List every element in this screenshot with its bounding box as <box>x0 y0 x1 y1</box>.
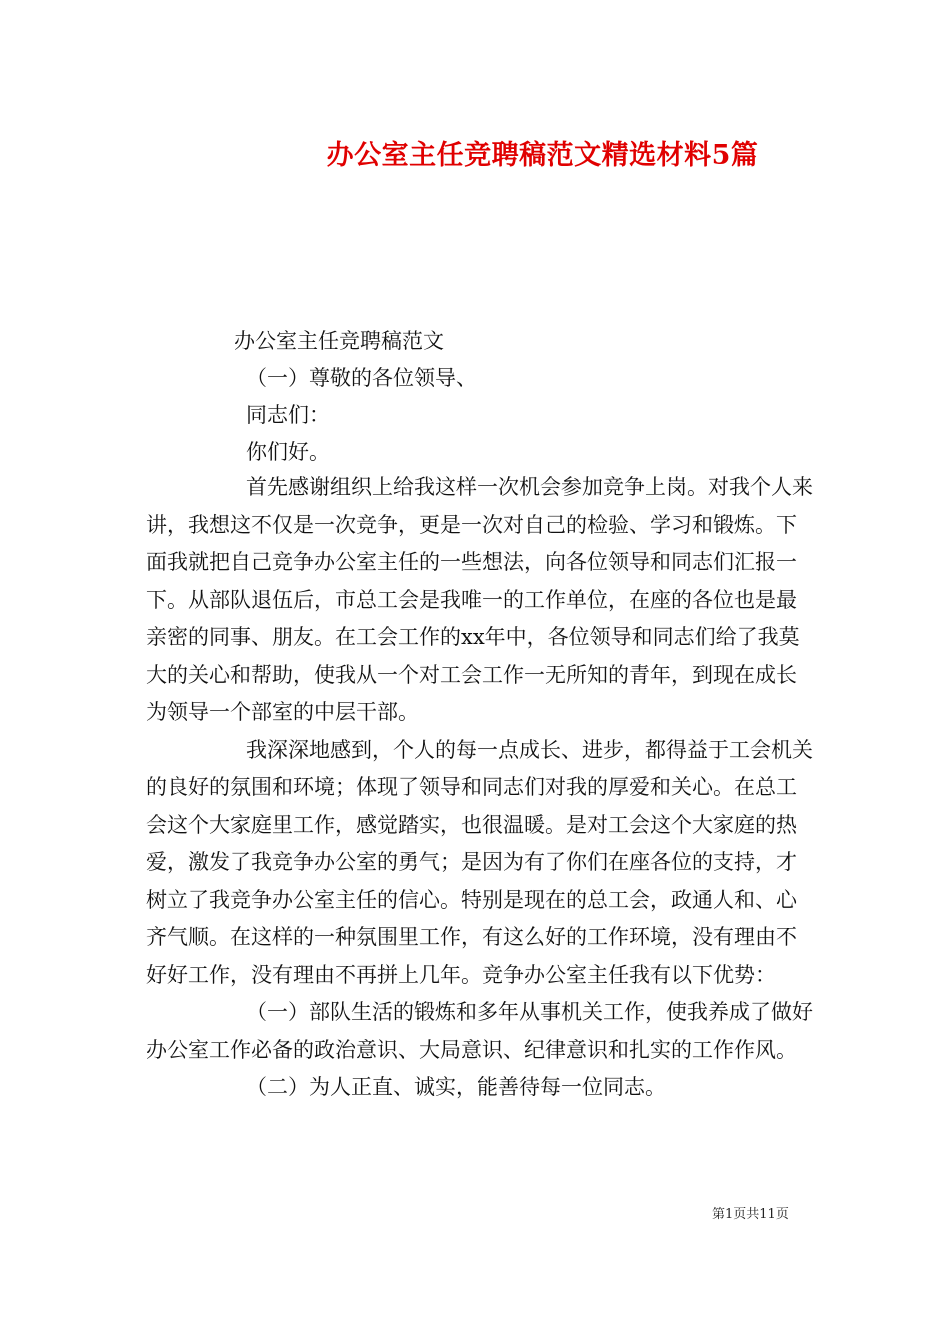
page-footer: 第1页共11页 <box>712 1207 789 1222</box>
paragraph-2: 我深深地感到，个人的每一点成长、进步，都得益于工会机关的良好的氛围和环境；体现了领导和同志们对我的厚爱和关心。在总工会这个大家庭里工作，感觉踏实，也很温暖。是对工会这个大家庭的热爱，激发了我竞争办公室的勇气；是因为有了你们在座各位的支持，才树立了我竞争办公室主任的信心。特别是现在的总工会，政通人和、心齐气顺。在这样的一种氛围里工作，有这么好的工作环境，没有理由不好好工作，没有理由不再拼上几年。竞争办公室主任我有以下优势： <box>146 737 813 987</box>
salutation-line-1: （一）尊敬的各位领导、 <box>246 366 477 390</box>
salutation-line-2: 同志们： <box>246 403 330 427</box>
paragraph-4: （二）为人正直、诚实，能善待每一位同志。 <box>246 1075 666 1099</box>
paragraph-3: （一）部队生活的锻炼和多年从事机关工作，使我养成了做好办公室工作必备的政治意识、大局意识、纪律意识和扎实的工作作风。 <box>146 1000 813 1062</box>
greeting: 你们好。 <box>246 440 330 464</box>
document-subtitle: 办公室主任竞聘稿范文 <box>234 329 444 353</box>
document-body <box>146 469 816 1107</box>
paragraph-1: 首先感谢组织上给我这样一次机会参加竞争上岗。对我个人来讲，我想这不仅是一次竞争，更是一次对自己的检验、学习和锻炼。下面我就把自己竞争办公室主任的一些想法，向各位领导和同志们汇报一下。从部队退伍后，市总工会是我唯一的工作单位，在座的各位也是最亲密的同事、朋友。在工会工作的xx年中，各位领导和同志们给了我莫大的关心和帮助，使我从一个对工会工作一无所知的青年，到现在成长为领导一个部室的中层干部。 <box>146 475 813 724</box>
document-title: 办公室主任竞聘稿范文精选材料5篇 <box>326 140 759 171</box>
